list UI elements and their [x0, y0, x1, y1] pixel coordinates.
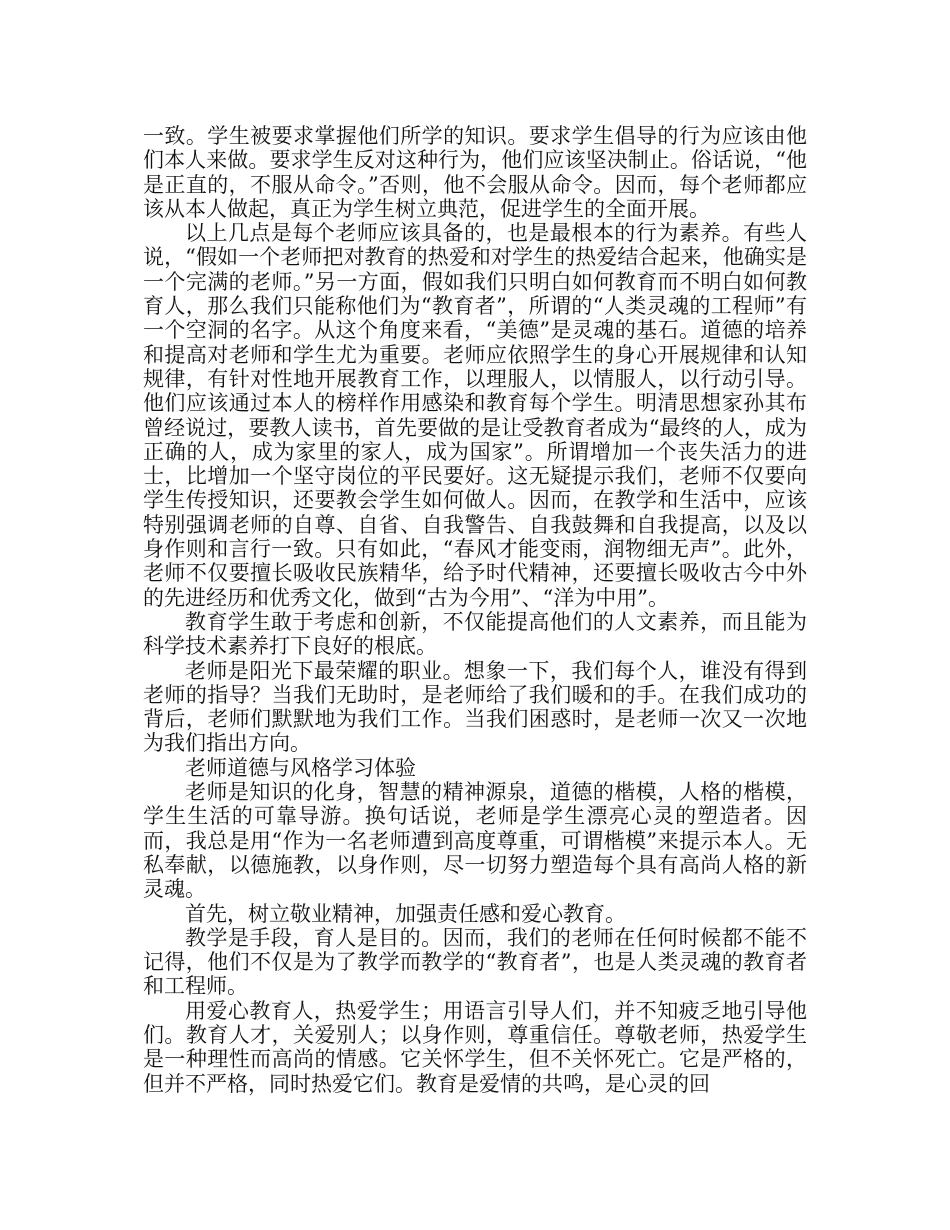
section-heading: 老师道德与风格学习体验 [185, 755, 416, 780]
paragraph-1: 一致。学生被要求掌握他们所学的知识。要求学生倡导的行为应该由他们本人来做。要求学生反对这种行为，他们应该坚决制止。俗话说，“他是正直的，不服从命令。”否则，他不会服从命令。因而，每个老师都应该从本人做起，真正为学生树立典范，促进学生的全面开展。 [143, 124, 807, 221]
paragraph-4: 老师是阳光下最荣耀的职业。想象一下，我们每个人，谁没有得到老师的指导？当我们无助时，是老师给了我们暖和的手。在我们成功的背后，老师们默默地为我们工作。当我们困惑时，是老师一次又一次地为我们指出方向。 [143, 658, 807, 756]
document-body [143, 124, 807, 1096]
paragraph-3: 教育学生敢于考虑和创新，不仅能提高他们的人文素养，而且能为科学技术素养打下良好的根底。 [143, 609, 807, 659]
paragraph-8: 用爱心教育人，热爱学生；用语言引导人们，并不知疲乏地引导他们。教育人才，关爱别人；以身作则，尊重信任。尊敬老师，热爱学生是一种理性而高尚的情感。它关怀学生，但不关怀死亡。它是严格的，但并不严格，同时热爱它们。教育是爱情的共鸣，是心灵的回 [143, 998, 807, 1096]
paragraph-2: 以上几点是每个老师应该具备的，也是最根本的行为素养。有些人说，“假如一个老师把对教育的热爱和对学生的热爱结合起来，他确实是一个完满的老师。”另一方面，假如我们只明白如何教育而不明白如何教育人，那么我们只能称他们为“教育者”，所谓的“人类灵魂的工程师”有一个空洞的名字。从这个角度来看，“美德”是灵魂的基石。道德的培养和提高对老师和学生尤为重要。老师应依照学生的身心开展规律和认知规律，有针对性地开展教育工作，以理服人，以情服人，以行动引导。他们应该通过本人的榜样作用感染和教育每个学生。明清思想家孙其布曾经说过，要教人读书，首先要做的是让受教育者成为“最终的人，成为正确的人，成为家里的家人，成为国家”。所谓增加一个丧失活力的进士，比增加一个坚守岗位的平民要好。这无疑提示我们，老师不仅要向学生传授知识，还要教会学生如何做人。因而，在教学和生活中，应该特别强调老师的自尊、自省、自我警告、自我鼓舞和自我提高，以及以身作则和言行一致。只有如此，“春风才能变雨，润物细无声”。此外，老师不仅要擅长吸收民族精华，给予时代精神，还要擅长吸收古今中外的先进经历和优秀文化，做到“古为今用”、“洋为中用”。 [143, 221, 807, 610]
paragraph-5: 老师是知识的化身，智慧的精神源泉，道德的楷模，人格的楷模，学生生活的可靠导游。换句话说，老师是学生漂亮心灵的塑造者。因而，我总是用“作为一名老师遭到高度尊重，可谓楷模”来提示本人。无私奉献，以德施教，以身作则，尽一切努力塑造每个具有高尚人格的新灵魂。 [143, 780, 807, 902]
paragraph-7: 教学是手段，育人是目的。因而，我们的老师在任何时候都不能不记得，他们不仅是为了教学而教学的“教育者”，也是人类灵魂的教育者和工程师。 [143, 925, 807, 999]
paragraph-6: 首先，树立敬业精神，加强责任感和爱心教育。 [185, 901, 626, 926]
